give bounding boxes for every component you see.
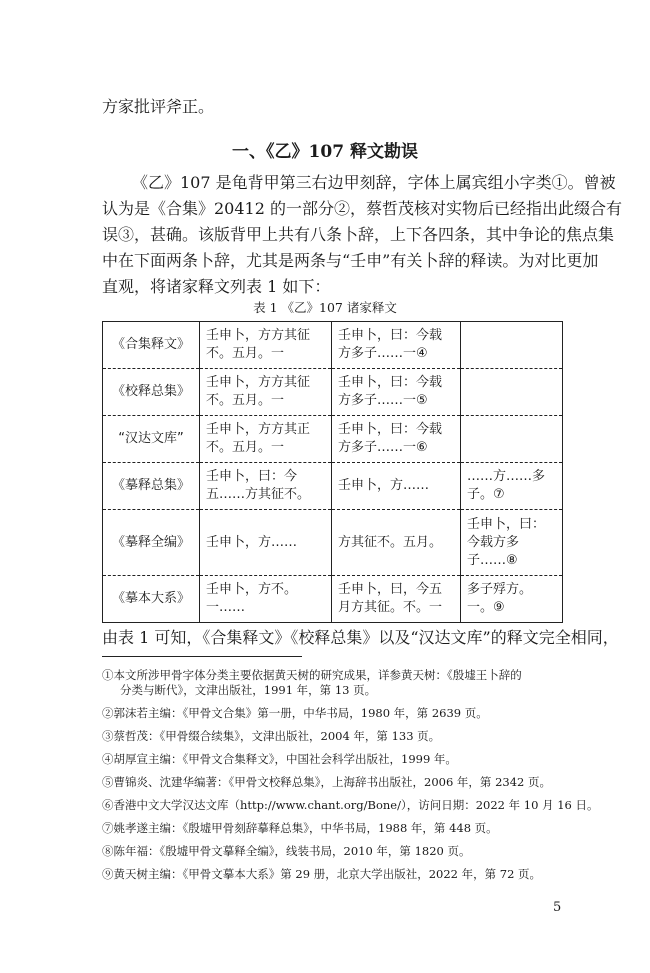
table-cell: 壬申卜，曰：今载方多子……一④	[332, 322, 461, 369]
table-cell: 壬申卜，方不。一……	[200, 575, 332, 622]
paragraph-line: 认为是《合集》20412 的一部分②，蔡哲茂核对实物后已经指出此缀合有	[102, 199, 622, 218]
table-cell-source: 《校释总集》	[103, 369, 200, 416]
table-cell: 壬申卜，曰：今载方多子……一⑥	[332, 416, 461, 463]
comparison-table	[102, 321, 563, 623]
table-cell: 壬申卜，曰：今五……方其征不。	[200, 463, 332, 510]
table-cell-source: 《合集释文》	[103, 322, 200, 369]
table-cell	[461, 416, 563, 463]
after-table-line: 由表 1 可知，《合集释文》《校释总集》以及“汉达文库”的释文完全相同，	[102, 628, 619, 647]
footnote: ⑧陈年福：《殷墟甲骨文摹释全编》，线装书局，2010 年，第 1820 页。	[102, 844, 471, 858]
intro-line: 方家批评斧正。	[102, 97, 215, 116]
table-cell: 壬申卜，方方其正不。五月。一	[200, 416, 332, 463]
footnote-line: 分类与断代》，文津出版社，1991 年，第 13 页。	[120, 683, 377, 697]
footnotes	[102, 668, 599, 882]
table-cell: 多子殍方。一。⑨	[461, 575, 563, 622]
table-cell	[461, 369, 563, 416]
footnote: ②郭沫若主编：《甲骨文合集》第一册，中华书局，1980 年，第 2639 页。	[102, 706, 488, 720]
table-row	[103, 575, 563, 622]
table-caption: 表 1 《乙》107 诸家释文	[253, 300, 397, 315]
footnote: ③蔡哲茂：《甲骨缀合续集》，文津出版社，2004 年，第 133 页。	[102, 729, 441, 743]
table-cell: 壬申卜，方……	[200, 510, 332, 576]
footnote: ⑦姚孝遂主编：《殷墟甲骨刻辞摹释总集》，中华书局，1988 年，第 448 页。	[102, 821, 498, 835]
footnote: ④胡厚宣主编：《甲骨文合集释文》，中国社会科学出版社，1999 年。	[102, 752, 457, 766]
table-row	[103, 322, 563, 369]
table-row	[103, 416, 563, 463]
footnote-line: ①本文所涉甲骨字体分类主要依据黄天树的研究成果，详参黄天树：《殷墟王卜辞的	[102, 668, 522, 682]
footnote: ⑤曹锦炎、沈建华编著：《甲骨文校释总集》，上海辞书出版社，2006 年，第 2342 页。	[102, 775, 551, 789]
table-cell-source: “汉达文库”	[103, 416, 200, 463]
body-paragraph	[102, 173, 622, 297]
table-row	[103, 369, 563, 416]
table-cell: 壬申卜，方……	[332, 463, 461, 510]
paragraph-line: 误③，甚确。该版背甲上共有八条卜辞，上下各四条，其中争论的焦点集	[102, 225, 615, 244]
paragraph-line: 《乙》107 是龟背甲第三右边甲刻辞，字体上属宾组小字类①。曾被	[132, 173, 616, 192]
table-cell: ……方……多子。⑦	[461, 463, 563, 510]
table-row	[103, 463, 563, 510]
table-cell: 壬申卜，曰：今载方多子……⑧	[461, 510, 563, 576]
table-cell: 方其征不。五月。	[332, 510, 461, 576]
table-cell-source: 《摹本大系》	[103, 575, 200, 622]
footnote-rule	[102, 656, 302, 657]
paragraph-line: 直观，将诸家释文列表 1 如下：	[102, 277, 331, 296]
table-cell	[461, 322, 563, 369]
table-cell: 壬申卜，方方其征不。五月。一	[200, 322, 332, 369]
table-cell: 壬申卜，曰，今五月方其征。不。一	[332, 575, 461, 622]
footnote: ⑨黄天树主编：《甲骨文摹本大系》第 29 册，北京大学出版社，2022 年，第 72 页。	[102, 867, 542, 881]
footnote	[102, 668, 572, 698]
table-row	[103, 510, 563, 576]
page-number: 5	[553, 900, 562, 915]
table-cell: 壬申卜，曰：今载方多子……一⑤	[332, 369, 461, 416]
table-cell-source: 《摹释总集》	[103, 463, 200, 510]
footnote: ⑥香港中文大学汉达文库（http://www.chant.org/Bone/），访问日期：2022 年 10 月 16 日。	[102, 798, 599, 812]
table-cell-source: 《摹释全编》	[103, 510, 200, 576]
paragraph-line: 中在下面两条卜辞，尤其是两条与“壬申”有关卜辞的释读。为对比更加	[102, 251, 599, 270]
section-title: 一、《乙》107 释文勘误	[232, 142, 418, 162]
table-cell: 壬申卜，方方其征不。五月。一	[200, 369, 332, 416]
